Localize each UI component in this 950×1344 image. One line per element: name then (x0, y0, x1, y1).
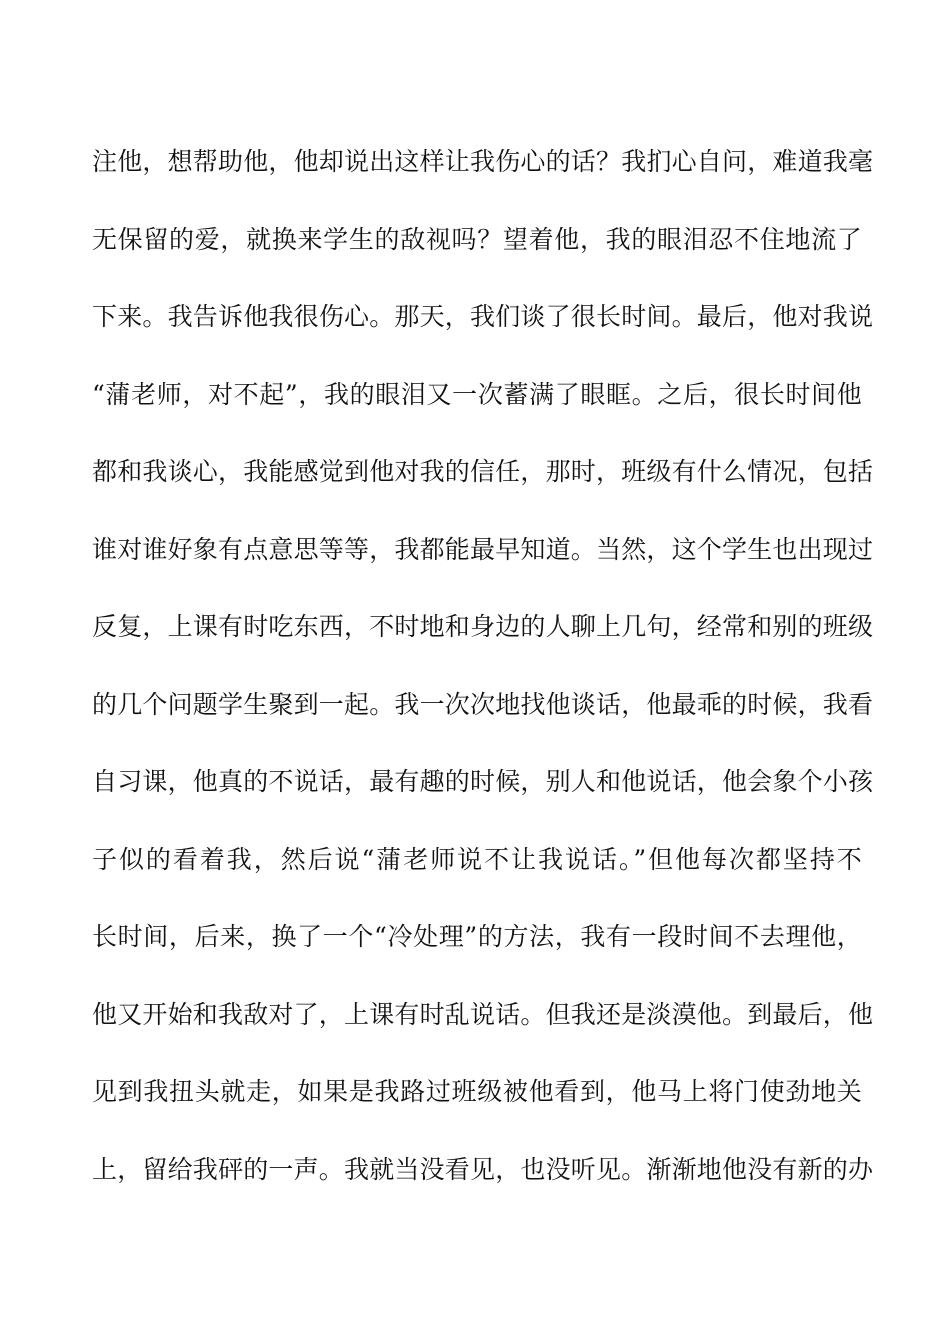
text-line: 谁对谁好象有点意思等等，我都能最早知道。当然，这个学生也出现过 (92, 534, 874, 564)
text-line: 反复，上课有时吃东西，不时地和身边的人聊上几句，经常和别的班级 (92, 612, 874, 641)
text-line: 自习课，他真的不说话，最有趣的时候，别人和他说话，他会象个小孩 (92, 767, 874, 796)
text-line: 都和我谈心，我能感觉到他对我的信任，那时，班级有什么情况，包括 (92, 457, 874, 486)
text-line: 下来。我告诉他我很伤心。那天，我们谈了很长时间。最后，他对我说 (92, 302, 874, 331)
text-line: 子似的看着我，然后说“蒲老师说不让我说话。”但他每次都坚持不 (92, 844, 862, 874)
text-line: 见到我扭头就走，如果是我路过班级被他看到，他马上将门使劲地关 (92, 1077, 862, 1106)
text-line: 无保留的爱，就换来学生的敌视吗？望着他，我的眼泪忍不住地流了 (92, 224, 862, 254)
text-line: 他又开始和我敌对了，上课有时乱说话。但我还是淡漠他。到最后，他 (92, 999, 874, 1029)
body-text (92, 140, 874, 1225)
text-line: 长时间，后来，换了一个“冷处理”的方法，我有一段时间不去理他， (92, 922, 862, 951)
text-line: “蒲老师，对不起”，我的眼泪又一次蓄满了眼眶。之后，很长时间他 (92, 379, 862, 409)
text-line: 注他，想帮助他，他却说出这样让我伤心的话？我扪心自问，难道我毫 (92, 147, 874, 176)
text-line: 上，留给我砰的一声。我就当没看见，也没听见。渐渐地他没有新的办 (92, 1154, 874, 1184)
text-line: 的几个问题学生聚到一起。我一次次地找他谈话，他最乖的时候，我看 (92, 689, 874, 719)
